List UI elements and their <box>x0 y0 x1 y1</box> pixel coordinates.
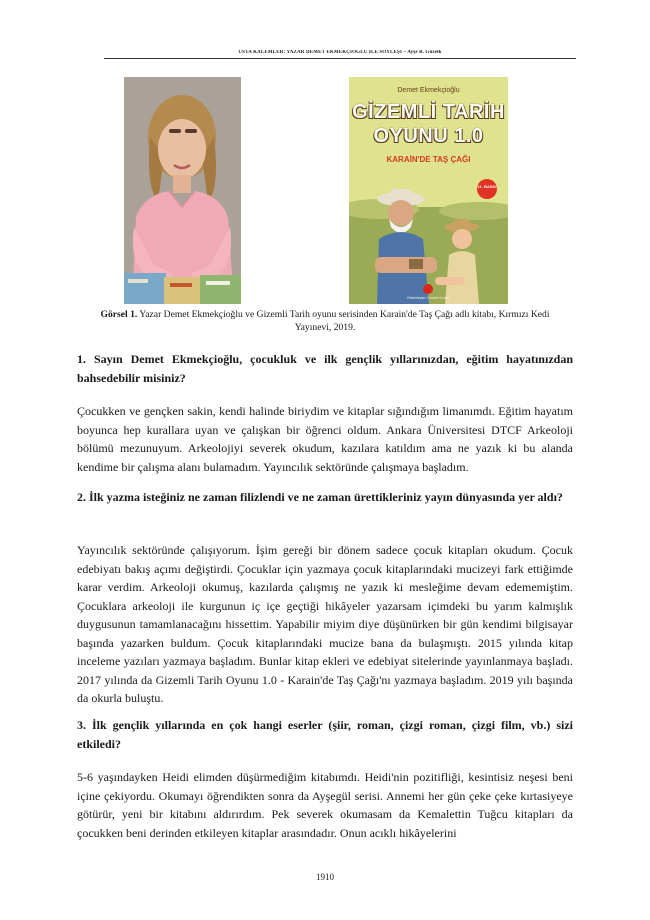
cover-illustrator: Resimleyen: Devrim Kunter <box>407 296 450 300</box>
answer-3: 5-6 yaşındayken Heidi elimden düşürmediğim kitabımdı. Heidi'nin pozitifliği, kesintisiz neşesi beni içine çekiyordu. Okumayı öğrendikten sonra da Ayşegül serisi. Annemi her gün çeke çeke kırtasiyeye götürür, yeni bir kitabını aldırırdım. Pek severek okumasam da Kemalettin Tuğcu kitapları da çocukken beni derinden etkileyen kitaplar arasındadır. Onun acıklı hikâyelerini <box>77 770 573 840</box>
cover-author: Demet Ekmekçioğlu <box>397 87 460 94</box>
caption-label: Görsel 1. <box>100 309 138 320</box>
figure-caption <box>86 309 564 334</box>
question-1: 1. Sayın Demet Ekmekçioğlu, çocukluk ve ilk gençlik yıllarınızdan, eğitim hayatınızdan bahsedebilir misiniz? <box>77 352 573 385</box>
header-rule <box>104 58 576 59</box>
caption-text: Yazar Demet Ekmekçioğlu ve Gizemli Tarih oyunu serisinden Karain'de Taş Çağı adlı kitabı, Kırmızı Kedi Yayınevi, 2019. <box>139 309 550 333</box>
cover-title-line1: GİZEMLİ TARİH <box>352 101 505 123</box>
author-photo <box>124 77 241 304</box>
question-2: 2. İlk yazma isteğiniz ne zaman filizlendi ve ne zaman ürettikleriniz yayın dünyasında yer aldı? <box>77 490 563 504</box>
cover-subtitle: KARAİN'DE TAŞ ÇAĞI <box>386 155 471 164</box>
answer-1: Çocukken ve gençken sakin, kendi halinde biriydim ve kitaplar sığındığım limanımdı. Eğitim hayatım boyunca hep kurallara uyan ve çalışkan bir öğrenci oldum. Ankara Üniversitesi DTCF Arkeoloji bölümü mezunuyum. Arkeolojiyi severek okudum, kazılara katıldım ama ne yazık ki bu alanda kendime bir çalışma alanı bulamadım. Yayıncılık sektöründe çalışmaya başladım. <box>77 404 573 474</box>
cover-title-line2: OYUNU 1.0 <box>373 125 484 147</box>
running-header: USTA KALEMLER: YAZAR DEMET EKMEKÇİOĞLU İLE SÖYLEŞİ – Ayşe B. Güzelk <box>238 50 442 55</box>
answer-2: Yayıncılık sektöründe çalışıyorum. İşim gereği bir dönem sadece çocuk kitapları okudum. Çocuk edebiyatı bakış açımı değiştirdi. Çocuklar için yazmaya çocuk kitaplarındaki mucizeyi fark ettiğimde karar verdim. Arkeoloji okumuş, kazılarda çalışmış ne yazık ki mesleğime devam edememiştim. Çocuklara arkeoloji ile kurgunun iç içe geçtiği hikâyeler yazarsam içimdeki bu yarım kalmışlık duygusunun tamamlanacağını hissettim. Yapabilir miyim diye düşünürken bir gün kendimi bilgisayar başında yazarken buldum. Çocuk kitaplarındaki mucize bana da bulaşmıştı. 2015 yılında kitap inceleme yazıları yazmaya başladım. Bunlar kitap ekleri ve edebiyat sitelerinde yayınlanmaya başladı. 2017 yılında da Gizemli Tarih Oyunu 1.0 - Karain'de Taş Çağı'nı yazmaya başladım. 2019 yılı başında da okurla buluştu. <box>77 543 573 705</box>
author-photo-illustration <box>124 77 241 304</box>
cover-badge: 11. BASKI <box>477 184 497 189</box>
page-number: 1910 <box>316 872 334 882</box>
book-cover <box>349 77 508 304</box>
question-3: 3. İlk gençlik yıllarında en çok hangi eserler (şiir, roman, çizgi roman, çizgi film, vb.) sizi etkiledi? <box>77 718 573 751</box>
